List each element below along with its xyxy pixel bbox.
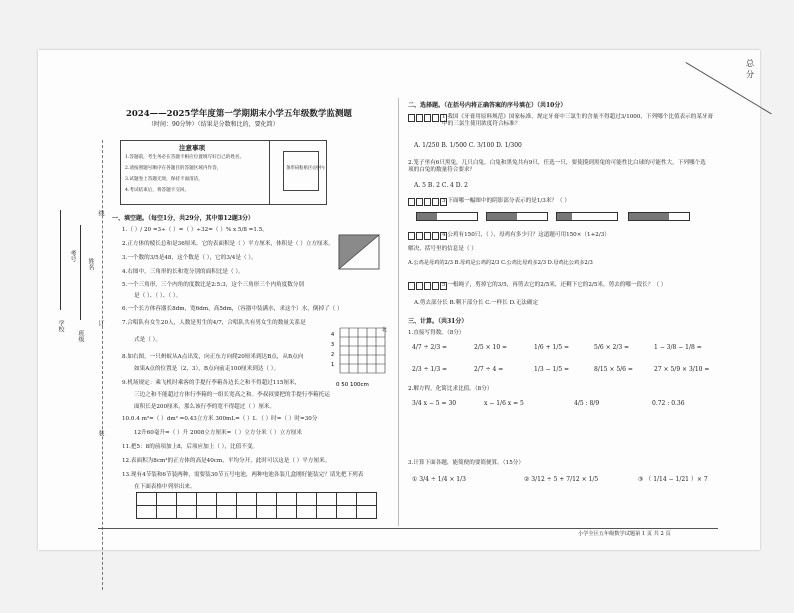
class-line [80,225,81,320]
question-8: 8.如右图，一只蚂蚁从A点出发，向正东方向爬20厘米到达B点，从B点向 [122,354,304,360]
seal-line-label: 线 [97,210,104,216]
equation-item: 0.72 : 0.36 [652,400,685,407]
class-label: 班级 [77,330,84,342]
section2-title: 二、选择题。（在括号内将正确答案的序号填在）（共10分） [408,102,567,109]
answer-grid [136,492,377,519]
choice-question-1: 1.我国《牙膏用原料规范》国家标准，规定牙膏中三氯生的含量不得超过3/1000，下列哪个比值表示的某牙膏中的三氯生使用浓度符合标准？ [442,114,714,127]
question-9b: 三边之和不能超过方体行李箱的一组长宽高之和。李叔叔要把的手提行李箱托运 [134,392,330,398]
y-tick-label: 3 [331,342,335,348]
choice-question-3: 3.下面哪一幅图中的阴影部分表示的是1/3米？（ ） [442,198,570,204]
column-divider [398,98,399,526]
calc-question-1: 1.直接写得数。（8分） [408,330,465,336]
question-11: 11.把5：8的前项加上8，后项应加上（ ），比值不变。 [122,444,259,450]
calc-item: 5/6 × 2/3 = [594,344,630,351]
calc-item: 8/15 × 5/6 = [594,366,633,373]
question-7-answer: 式是（ ）。 [134,337,161,343]
question-3: 3.一个数的3/5是48，这个数是（ ），它的3/4是（ ）。 [122,255,257,261]
choice-options-2: A. 5 B. 2 C. 4 D. 2 [414,182,468,189]
barcode-area [283,151,325,191]
notice-line: 4.考试结束后，将答题卡交回。 [125,188,190,193]
question-9: 9.机场规定：乘飞机时乘客的手提行李箱各边长之和不得超过115厘米， [122,380,301,386]
choice-options-5: A.剪去部分长 B.剩下部分长 C.一样长 D.无法确定 [414,300,539,306]
north-label: 北 [382,327,388,333]
question-9c: 面积长是200厘米，那么该行李的宽不得超过（ ）厘米。 [134,404,276,410]
question-10b: 12升60毫升=（ ）升 2008立方厘米=（ ）立方分米（ ）立方厘米 [134,430,303,436]
exam-subtitle: （时间：90分钟）（结果是分数和比的，要化简） [148,121,279,128]
calc-question-3: 3.计算下面各题，能简便的要简便算。（15分） [408,460,524,466]
question-12: 12.表面积为8cm³的正方体的高是40cm，平均分开，此时可以这是（ ）平方厘米。 [122,458,331,464]
binding-dashed-line [102,140,103,590]
equation-item: x − 1/6 x = 5 [484,400,524,407]
exam-sheet [38,50,760,550]
choice-question-2: 2.笼子里有6只黑兔，几只白兔，白兔和黑兔共有9只，任选一只，要使摸到黑兔的可能性比白球的可能性大，下列哪个选项的白兔的数量符合要求？ [408,160,706,173]
question-4: 4.右图中，三角形的长和宽分别的面积比是（ ）。 [122,269,244,275]
name-label: 姓名 [87,258,94,270]
choice-question-4: 4.公鸡有150只，（ ），母鸡有多少只？这道题可用150×（1+2/3） [442,232,610,238]
question-2: 2.正方体的棱长总和是36厘米，它的表面积是（ ）平方厘米，体积是（ ）立方厘米。 [122,241,334,247]
notice-line: 3.试题卷上答题无效，保持卡面清洁， [125,177,203,182]
school-label: 学校 [57,320,64,332]
calc-item: 4/7 ÷ 2/3 = [412,344,448,351]
calc-item: ③ （ 1/14 − 1/21 ）× 7 [638,476,708,483]
question-6: 6.一个长方体容器长8dm，宽6dm，高5dm，（容器中装满水，求这个）水，倒掉了（ ） [122,306,343,312]
section1-title: 一、填空题。（每空1分，共29分，其中第12题3分） [112,215,255,222]
calc-item: 1/6 + 1/5 = [534,344,570,351]
calc-item: 1/3 − 1/5 = [534,366,570,373]
notice-line: 1.答题前，考生务必在答题卡相应位置填写好自己的姓名、 [125,155,245,160]
question-10: 10.0.4 m²=（ ）dm² =0.43立方米 300mL=（ ）L （ ）时=（ ）时=30分 [122,416,318,422]
calc-item: 27 × 5/9 × 3/10 = [654,366,710,373]
barcode-label: 条形码粘贴区(居中) [286,166,325,171]
page-footer: 小学全区五年级数学试题第 1 页 共 2 页 [578,531,671,537]
notice-box [120,140,327,205]
bar-option-c [556,212,618,221]
bar-option-d [628,212,690,221]
calc-item: 2/3 ÷ 1/3 = [412,366,448,373]
calc-question-2: 2.解方程，化简比求比值。（8分） [408,386,493,392]
question-7: 7.合唱队有女生20人，人数是男生的4/7，合唱队共有男女生的数量关系是 [122,320,306,326]
choice-question-4b: 解决，括号里的信息是（ ） [408,246,477,252]
question-5: 5.一个三角形，三个内角的度数比是2:5:3，这个三角形三个内角度数分别 [122,282,305,288]
y-tick-label: 4 [331,332,335,338]
question-1: 1.（ ）/ 20 =3÷（ ）=（ ）÷32=（ ）% x 5/8 =1.5。 [122,227,268,233]
question-13b: 在下面表格中列举出来。 [134,484,196,490]
choice-options-1: A. 1/250 B. 1/500 C. 3/100 D. 1/300 [414,142,522,149]
question-8-answer: 如果A点的位置是（2，3），B点向前走100厘米到达（ ）。 [134,366,280,372]
exam-title: 2024——2025学年度第一学期期末小学五年级数学监测题 [126,109,352,119]
y-tick-label: 2 [331,352,335,358]
y-tick-label: 1 [331,362,335,368]
coordinate-grid [330,324,390,392]
question-5-answer: 是（ ）、（ ）、（ ）。 [134,293,182,299]
equation-item: 3/4 x − 5 = 30 [412,400,457,407]
calc-item: ① 3/4 ÷ 1/4 × 1/3 [412,476,466,483]
notice-heading: 注意事项 [179,144,205,152]
notice-text-area [121,141,270,204]
question-13: 13.现有4节装和6节装两种，需要装30节五号电池，两种电池各装几盒刚好能装完？请先把下列表 [122,472,364,478]
equation-item: 4/5 : 8/9 [574,400,600,407]
notice-line: 2.请按照题号顺序在各题目的答题区域内作答， [125,166,222,171]
total-score-label: 总 分 [746,59,754,79]
calc-item: 2/5 × 10 = [474,344,508,351]
calc-item: ② 3/12 ÷ 5 + 7/12 × 1/5 [524,476,599,483]
school-line [60,210,61,310]
triangle-rectangle-figure [338,234,380,272]
calc-item: 2/7 ÷ 4 = [474,366,504,373]
section3-title: 三、计算。（共31分） [408,318,468,325]
seal-pack-label: 装 [97,430,104,436]
calc-item: 1 − 3/8 − 1/8 = [654,344,702,351]
bar-option-b [486,212,548,221]
seal-order-label: 订 [97,320,104,326]
footer-line [98,528,718,529]
choice-question-5: 5.一根绳子，剪掉它的3/5，再剪去它的2/5米，还剩下它的2/5米，剪去的哪一段长？（ ） [442,282,667,288]
scale-label: 0 50 100cm [336,382,369,388]
number-label: 考号 [69,250,76,262]
choice-options-4: A.公鸡是母鸡的2/3 B.母鸡是公鸡的2/3 C.公鸡比母鸡多2/3 D.母鸡比公鸡多2/3 [408,260,593,266]
bar-option-a [416,212,478,221]
